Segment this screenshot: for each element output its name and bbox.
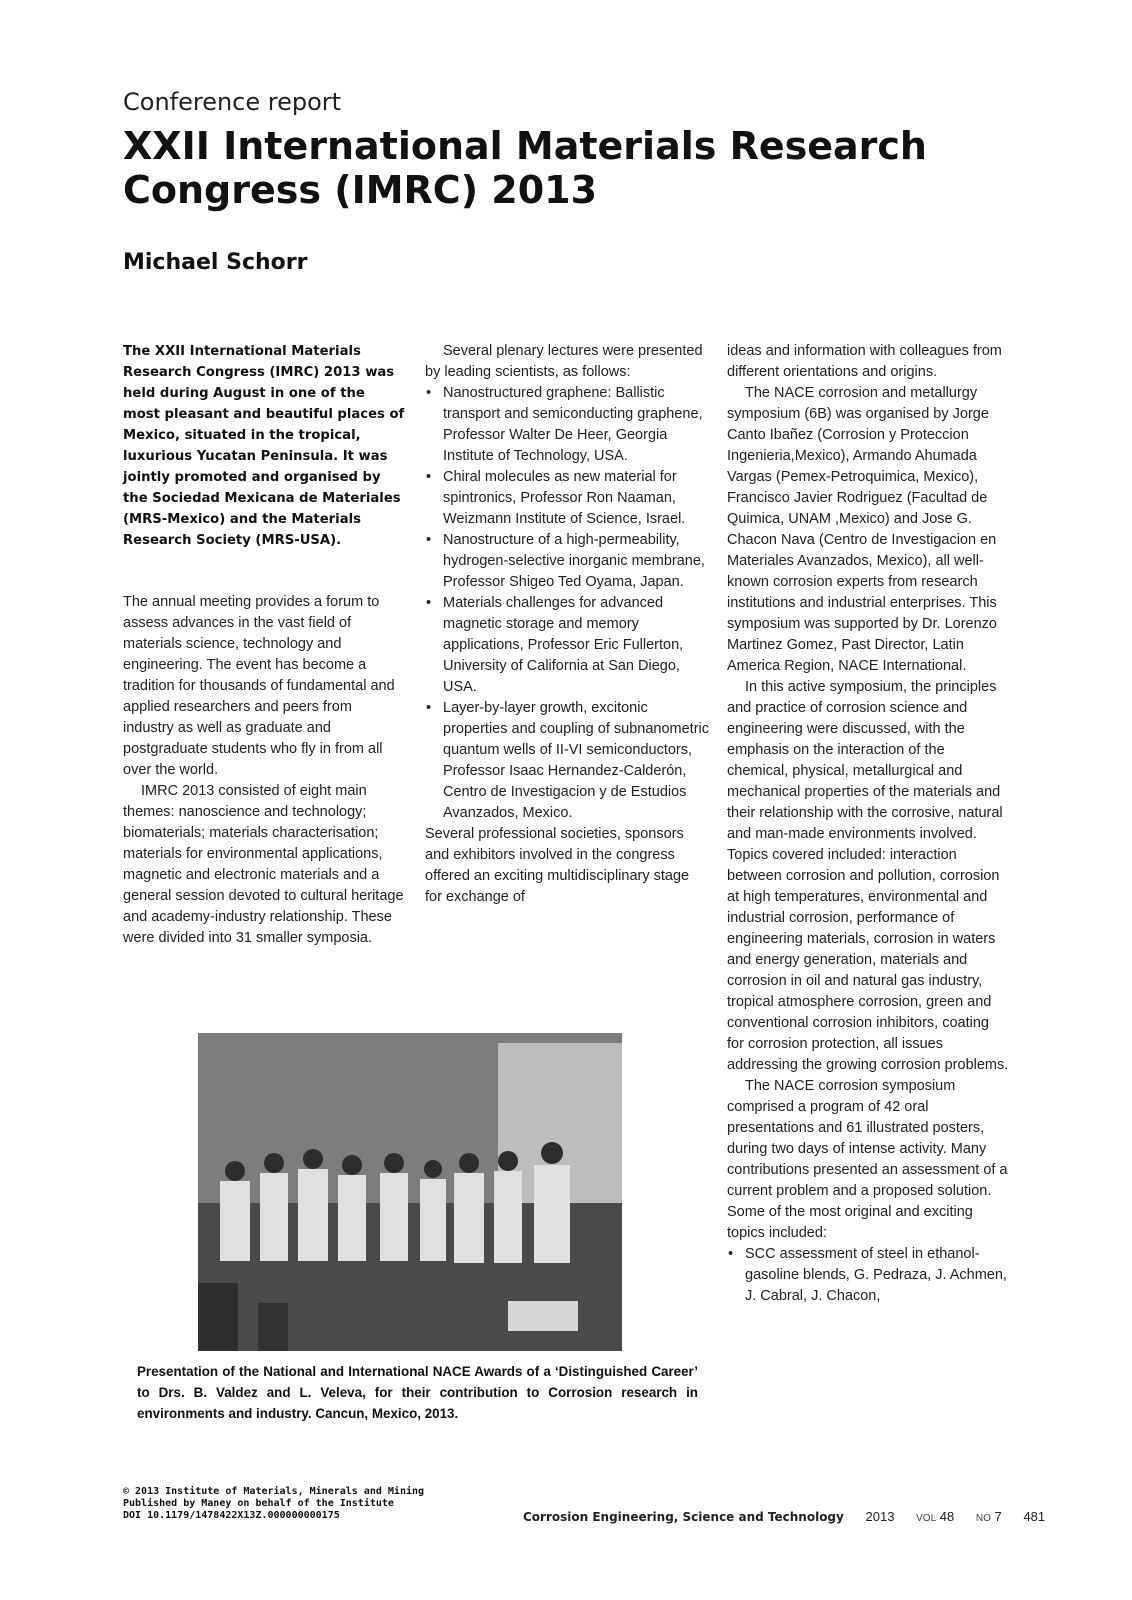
article-title: XXII International Materials Research Congress (IMRC) 2013 (123, 124, 927, 212)
award-photo (198, 1033, 622, 1351)
year: 2013 (865, 1509, 895, 1524)
paragraph: Several plenary lectures were presented by leading scientists, as follows: (425, 343, 703, 380)
paragraph: The NACE corrosion symposium comprised a program of 42 oral presentations and 61 illustrated posters, during two days of intense activity. Many contributions presented an assessment of a current problem and a proposed solution. Some of the most original and exciting topics included: (727, 1078, 1008, 1241)
list-item: • Nanostructured graphene: Ballistic transport and semiconducting graphene, Professor Walter De Heer, Georgia Institute of Technology, USA. (425, 383, 710, 467)
volume: 48 (939, 1509, 955, 1524)
list-item: • Chiral molecules as new material for spintronics, Professor Ron Naaman, Weizmann Institute of Science, Israel. (425, 467, 710, 530)
paragraph: IMRC 2013 consisted of eight main themes: nanoscience and technology; biomaterials; materials characterisation; materials for environmental applications, magnetic and electronic materials and a general session devoted to cultural heritage and academy-industry relationship. These were divided into 31 smaller symposia. (123, 783, 404, 946)
figure-caption: Presentation of the National and International NACE Awards of a ‘Distinguished Career’ to Drs. B. Valdez and L. Veleva, for their contribution to Corrosion research in environments and industry. Cancun, Mexico, 2013. (137, 1364, 698, 1421)
list-item: • SCC assessment of steel in ethanol-gasoline blends, G. Pedraza, J. Achmen, J. Cabral, J. Chacon, (727, 1244, 1009, 1307)
paragraph: In this active symposium, the principles and practice of corrosion science and engineering were discussed, with the emphasis on the interaction of the chemical, physical, metallurgical and mechanical properties of the materials and their relationship with the corrosive, natural and man-made environments involved. Topics covered included: interaction between corrosion and pollution, corrosion at high temperatures, environmental and industrial corrosion, performance of engineering materials, corrosion in waters and energy generation, materials and corrosion in oil and natural gas industry, tropical atmosphere corrosion, green and conventional corrosion inhibitors, coating for corrosion protection, all issues addressing the growing corrosion problems. (727, 679, 1009, 1073)
publisher-info (123, 1486, 424, 1522)
plenary-lecture-list (425, 383, 710, 824)
paragraph: ideas and information with colleagues from different orientations and origins. (727, 343, 1002, 380)
photo-image (198, 1033, 622, 1351)
topic-list (727, 1244, 1009, 1307)
paragraph: Several professional societies, sponsors and exhibitors involved in the congress offered an exciting multidisciplinary stage for exchange of (425, 826, 690, 905)
issue: 7 (994, 1509, 1002, 1524)
copyright: © 2013 Institute of Materials, Minerals and Mining (123, 1486, 425, 1497)
issue-label: NO (975, 1513, 991, 1524)
paragraph: The NACE corrosion and metallurgy symposium (6B) was organised by Jorge Canto Ibañez (Corrosion y Proteccion Ingenieria,Mexico), Armando Ahumada Vargas (Pemex-Petroquimica, Mexico), Francisco Javier Rodriguez (Facultad de Quimica, UNAM ,Mexico) and Jose G. Chacon Nava (Centro de Investigacion en Materiales Avanzados, Mexico), all well-known corrosion experts from research institutions and industrial enterprises. This symposium was supported by Dr. Lorenzo Martinez Gomez, Past Director, Latin America Region, NACE International. (727, 385, 997, 674)
paragraph: The annual meeting provides a forum to assess advances in the vast field of materials science, technology and engineering. The event has become a tradition for thousands of fundamental and applied researchers and peers from industry as well as graduate and postgraduate students who fly in from all over the world. (123, 594, 395, 778)
journal-name: Corrosion Engineering, Science and Technology (523, 1510, 844, 1524)
author-name: Michael Schorr (123, 250, 308, 275)
list-item: • Materials challenges for advanced magnetic storage and memory applications, Professor Eric Fullerton, University of California at San Diego, USA. (425, 593, 710, 698)
column-2 (425, 341, 710, 908)
list-item: • Nanostructure of a high-permeability, hydrogen-selective inorganic membrane, Professor Shigeo Ted Oyama, Japan. (425, 530, 710, 593)
column-1 (123, 592, 405, 949)
article-type: Conference report (123, 88, 342, 116)
volume-label: VOL (916, 1513, 937, 1524)
abstract: The XXII International Materials Research Congress (IMRC) 2013 was held during August in one of the most pleasant and beautiful places of Mexico, situated in the tropical, luxurious Yucatan Peninsula. It was jointly promoted and organised by the Sociedad Mexicana de Materiales (MRS-Mexico) and the Materials Research Society (MRS-USA). (123, 344, 405, 548)
column-3 (727, 341, 1009, 1307)
page-number: 481 (1023, 1509, 1046, 1524)
publisher-line: Published by Maney on behalf of the Institute (123, 1498, 394, 1509)
list-item: • Layer-by-layer growth, excitonic properties and coupling of subnanometric quantum wells of II-VI semiconductors, Professor Isaac Hernandez-Calderón, Centro de Investigacion y de Estudios Avanzados, Mexico. (425, 698, 710, 824)
journal-footer (523, 1509, 1045, 1524)
doi: DOI 10.1179/1478422X13Z.000000000175 (123, 1510, 340, 1521)
